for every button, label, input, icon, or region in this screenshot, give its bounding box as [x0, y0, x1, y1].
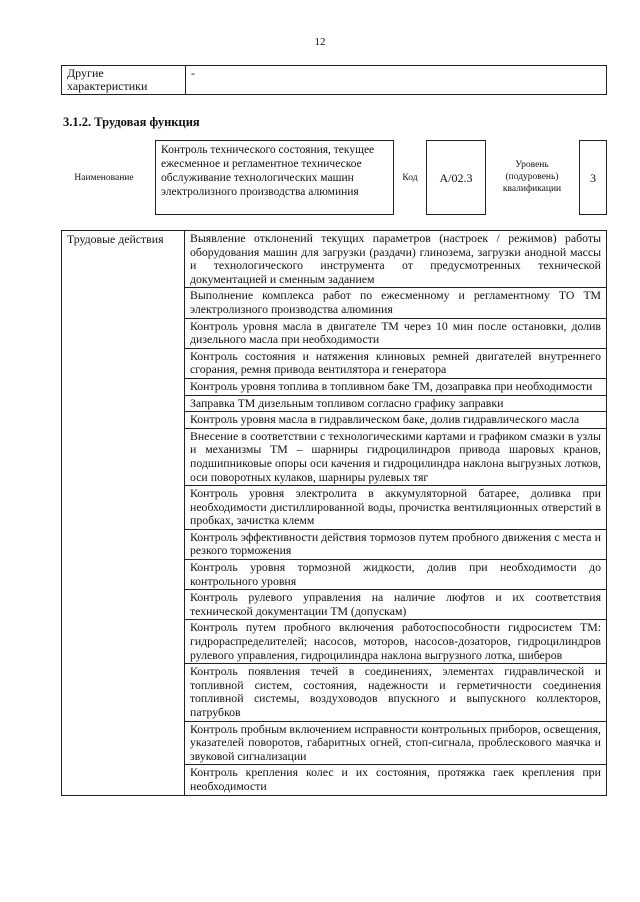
labor-action-item: Контроль состояния и натяжения клиновых ремней двигателей внутреннего сгорания, ремня привода вентилятора и генератора	[185, 348, 607, 378]
labor-action-item: Контроль путем пробного включения работоспособности гидросистем ТМ: гидрораспределителей; насосов, моторов, насосов-дозаторов, гидроцилиндров рулевого управления, гидроцилиндра наклона выгрузного лотка, шиберов	[185, 620, 607, 664]
function-name: Контроль технического состояния, текущее ежесменное и регламентное техническое обслуживание технологических машин электролизного производства алюминия	[155, 140, 394, 215]
labor-action-item: Контроль уровня тормозной жидкости, долив при необходимости до контрольного уровня	[185, 560, 607, 590]
labor-action-item: Контроль крепления колес и их состояния, протяжка гаек крепления при необходимости	[185, 765, 607, 795]
labor-action-item: Внесение в соответствии с технологическими картами и графиком смазки в узлы и механизмы ТМ – шарниры гидроцилиндров привода шаровых кранов, подшипниковые опоры оси качения и гидроцилиндра наклона выгрузных лотков, оси поворотных кулаков, шарниры рулевых тяг	[185, 428, 607, 485]
page-number: 12	[314, 36, 326, 48]
qualification-level: 3	[579, 140, 607, 215]
section-title: 3.1.2. Трудовая функция	[63, 115, 200, 129]
labor-action-item: Контроль уровня масла в гидравлическом баке, долив гидравлического масла	[185, 412, 607, 429]
labor-action-item: Заправка ТМ дизельным топливом согласно графику заправки	[185, 395, 607, 412]
level-label: Уровень (подуровень) квалификации	[502, 160, 562, 194]
function-code: A/02.3	[426, 140, 486, 215]
labor-actions-table	[61, 230, 607, 796]
labor-action-item: Выявление отклонений текущих параметров (настроек / режимов) работы оборудования машин для загрузки (раздачи) глинозема, загрузки анодной массы и технологического инструмента от предусмотренных технической документацией и сменным заданием	[185, 231, 607, 288]
table-row	[62, 231, 607, 288]
labor-action-item: Выполнение комплекса работ по ежесменному и регламентному ТО ТМ электролизного производства алюминия	[185, 288, 607, 318]
other-characteristics-label: Другие характеристики	[62, 66, 186, 95]
labor-action-item: Контроль уровня масла в двигателе ТМ через 10 мин после остановки, долив дизельного масла при необходимости	[185, 318, 607, 348]
code-label: Код	[402, 173, 418, 183]
labor-action-item: Контроль рулевого управления на наличие люфтов и их соответствия технической документации ТМ (допускам)	[185, 590, 607, 620]
labor-action-item: Контроль эффективности действия тормозов путем пробного движения с места и резкого торможения	[185, 529, 607, 559]
name-label: Наименование	[74, 173, 134, 183]
labor-action-item: Контроль пробным включением исправности контрольных приборов, освещения, указателей поворотов, габаритных огней, стоп-сигнала, проблескового маячка и звуковой сигнализации	[185, 721, 607, 765]
other-characteristics-value: -	[186, 66, 607, 95]
labor-action-item: Контроль уровня электролита в аккумуляторной батарее, доливка при необходимости дистиллированной воды, прочистка вентиляционных отверстий в пробках, зачистка клемм	[185, 486, 607, 530]
labor-action-item: Контроль появления течей в соединениях, элементах гидравлической и топливной систем, состояния, надежности и герметичности соединения топливной системы, воздуховодов впускного и выпускного коллекторов, патрубков	[185, 664, 607, 721]
function-info-block	[0, 0, 640, 230]
labor-action-item: Контроль уровня топлива в топливном баке ТМ, дозаправка при необходимости	[185, 378, 607, 395]
labor-actions-label: Трудовые действия	[62, 231, 185, 796]
